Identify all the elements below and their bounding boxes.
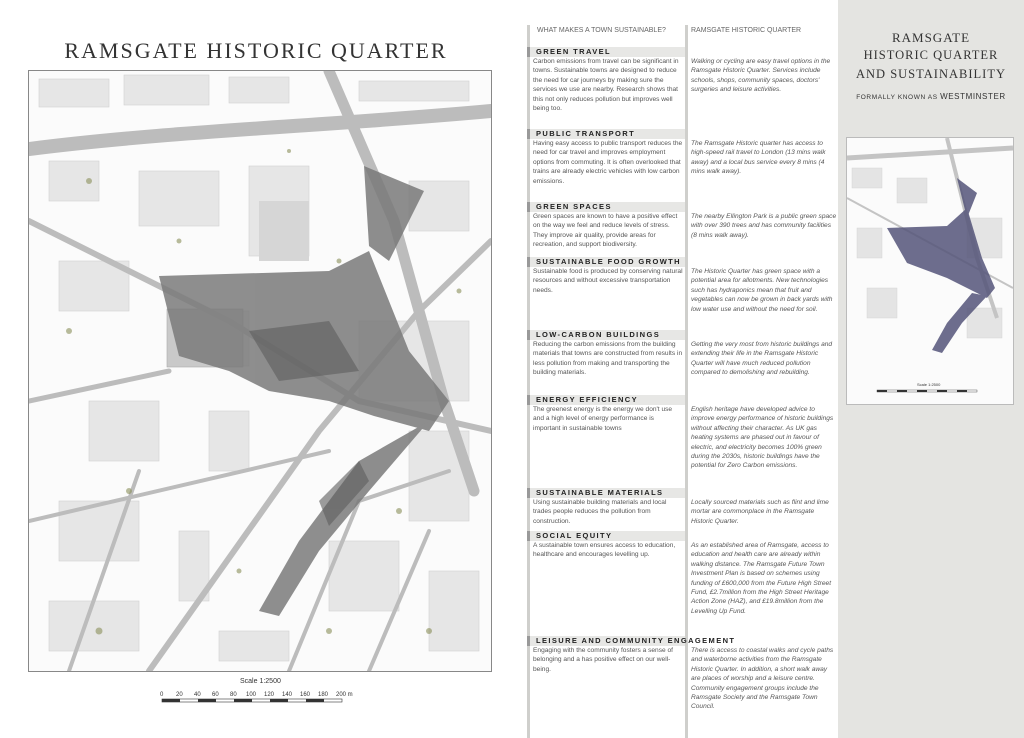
scale-label: Scale 1:2500 bbox=[240, 678, 281, 685]
section-body-energy: The greenest energy is the energy we don't use and a high level of energy performance is important in sustainable towns bbox=[533, 406, 673, 432]
sidebar-subtitle bbox=[838, 92, 1024, 101]
section-heading-green-spaces: GREEN SPACES bbox=[527, 202, 685, 212]
scale-tick: 20 bbox=[176, 692, 183, 698]
section-body-social-equity: A sustainable town ensures access to education, healthcare and encourages levelling up. bbox=[533, 542, 676, 559]
section-local-green-spaces: The nearby Ellington Park is a public green space with over 390 trees and has community facilities (8 mins walk away). bbox=[691, 213, 837, 239]
scale-bar bbox=[160, 687, 380, 709]
section-heading-low-carbon: LOW-CARBON BUILDINGS bbox=[527, 330, 685, 340]
map-title: RAMSGATE HISTORIC QUARTER bbox=[64, 38, 448, 63]
column-head-ramsgate: RAMSGATE HISTORIC QUARTER bbox=[691, 27, 802, 34]
section-local-low-carbon: Getting the very most from historic buildings and extending their life in the Ramsgate Historic Quarter will have much reduced pollution compared to demolishing and rebuilding. bbox=[691, 341, 833, 377]
sidebar-title-line1: RAMSGATE bbox=[891, 30, 971, 45]
section-body-public-transport: Having easy access to public transport reduces the need for car travel and improves employment options from commuting. It is often overlooked that trains are already electric vehicles with low carbon emissions. bbox=[533, 140, 683, 185]
scale-tick: 60 bbox=[212, 692, 219, 698]
column-head-sustainable: WHAT MAKES A TOWN SUSTAINABLE? bbox=[537, 27, 666, 34]
section-local-public-transport: The Ramsgate Historic quarter has access to high-speed rail travel to London (13 mins walk away) and a local bus service every 8 mins (4 mins walk away). bbox=[691, 140, 826, 176]
scale-tick: 100 bbox=[246, 692, 257, 698]
section-heading-green-travel: GREEN TRAVEL bbox=[527, 47, 685, 57]
column-rule-right bbox=[685, 25, 688, 738]
thumbnail-map[interactable] bbox=[846, 137, 1014, 405]
section-local-food-growth: The Historic Quarter has green space with a potential area for allotments. New technologies such has hydraponics mean that fruit and vegetables can now be grown in back yards with low water use and without the need for soil. bbox=[691, 268, 833, 313]
scale-tick: 140 bbox=[282, 692, 293, 698]
sidebar-title-line2: HISTORIC QUARTER bbox=[863, 48, 999, 62]
section-heading-food-growth: SUSTAINABLE FOOD GROWTH bbox=[527, 257, 685, 267]
section-local-leisure: There is access to coastal walks and cycle paths and waterborne activities from the Ramsgate Historic Quarter. In addition, a short walk away are places of worship and a leisure centre. Community engagement groups include the Ramsgate Society and the Ramsgate Town Council. bbox=[691, 647, 834, 711]
section-local-materials: Locally sourced materials such as flint and lime mortar are commonplace in the Ramsgate Historic Quarter. bbox=[691, 499, 829, 525]
sidebar-subtitle-a: FORMALLY KNOWN AS bbox=[856, 94, 938, 101]
section-body-green-travel: Carbon emissions from travel can be significant in towns. Sustainable towns are designed to reduce the need for car journeys by making sure the services we use are nearby. Research shows that this not only reduces pollution but improves well being too. bbox=[533, 58, 679, 113]
sidebar-subtitle-b: WESTMINSTER bbox=[940, 92, 1006, 101]
section-local-energy: English heritage have developed advice to improve energy performance of historic buildings without affecting their character. As UK gas heating systems are phased out in favour of electric, and electricity becomes 100% green during the 2030s, historic buildings have the potential for Zero Carbon emissions. bbox=[691, 406, 834, 470]
section-body-materials: Using sustainable building materials and local trades people reduces the pollution from construction. bbox=[533, 499, 667, 525]
section-local-green-travel: Walking or cycling are easy travel options in the Ramsgate Historic Quarter. Services include schools, shops, community spaces, doctors' surgeries and leisure activities. bbox=[691, 58, 831, 94]
scale-tick: 200 m bbox=[336, 692, 353, 698]
sidebar-title-line3: AND SUSTAINABILITY bbox=[856, 67, 1006, 81]
scale-tick: 160 bbox=[300, 692, 311, 698]
section-body-low-carbon: Reducing the carbon emissions from the building materials that towns are constructed from results in less pollution from making and transporting the building materials. bbox=[533, 341, 683, 377]
section-heading-energy: ENERGY EFFICIENCY bbox=[527, 395, 685, 405]
section-body-green-spaces: Green spaces are known to have a positive effect on the way we feel and reduce levels of stress. They improve air quality, provide areas for recreation, and support biodiversity. bbox=[533, 213, 678, 249]
section-body-food-growth: Sustainable food is produced by conserving natural resources and without excessive transportation needs. bbox=[533, 268, 683, 294]
section-heading-public-transport: PUBLIC TRANSPORT bbox=[527, 129, 685, 139]
site-map[interactable] bbox=[28, 70, 492, 672]
section-heading-leisure: LEISURE AND COMMUNITY ENGAGEMENT bbox=[527, 636, 685, 646]
scale-tick: 120 bbox=[264, 692, 275, 698]
scale-tick: 0 bbox=[160, 692, 164, 698]
section-heading-materials: SUSTAINABLE MATERIALS bbox=[527, 488, 685, 498]
scale-tick: 80 bbox=[230, 692, 237, 698]
section-body-leisure: Engaging with the community fosters a sense of belonging and a has positive effect on our well-being. bbox=[533, 647, 674, 673]
scale-tick: 40 bbox=[194, 692, 201, 698]
scale-tick: 180 bbox=[318, 692, 329, 698]
thumb-scale-label: Scale 1:2500 bbox=[917, 382, 941, 387]
section-heading-social-equity: SOCIAL EQUITY bbox=[527, 531, 685, 541]
section-local-social-equity: As an established area of Ramsgate, access to education and health care are already within walking distance. The Ramsgate Future Town Investment Plan is based on schemes using funding of £600,000 from the Future High Street Fund, £2.7million from the High Street Heritage Action Zone (HAZ), and £19.8million from the Levelling Up Fund. bbox=[691, 542, 832, 615]
